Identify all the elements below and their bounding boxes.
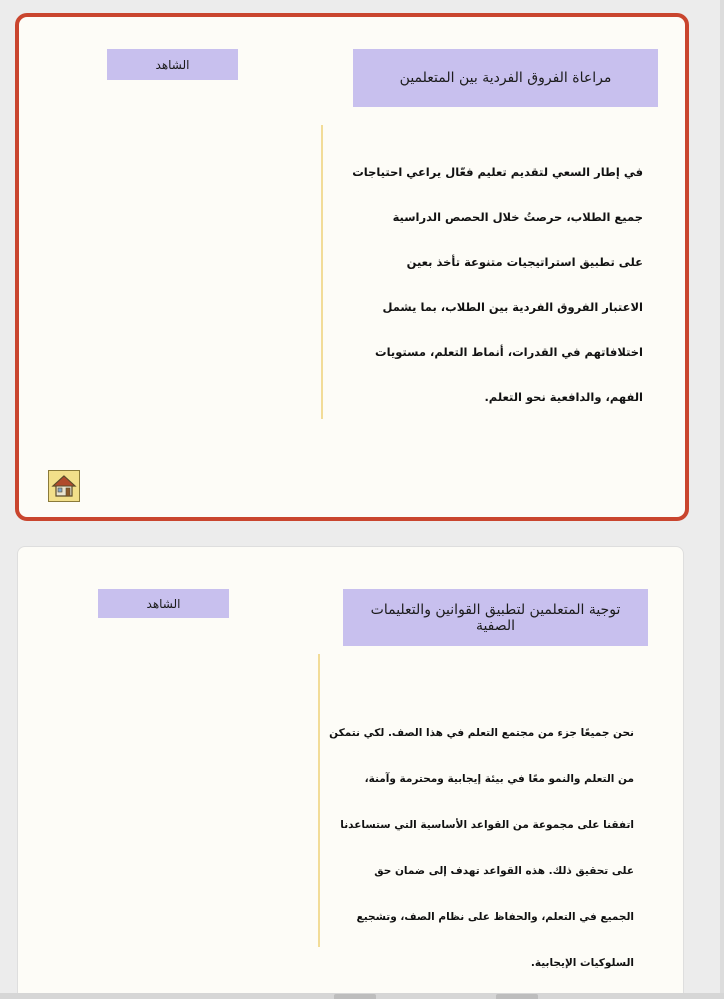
slide-1-body-line: في إطار السعي لتقديم تعليم فعّال يراعي احتياجات [352,165,643,179]
slide-2-body-line: السلوكيات الإيجابية. [530,957,634,969]
slide-2-body-line: من التعلم والنمو معًا في بيئة إيجابية ومحترمة وآمنة، [364,773,634,785]
vertical-scrollbar[interactable] [720,0,724,999]
bottom-tab-2[interactable] [496,994,538,999]
slide-1-body-line: اختلافاتهم في القدرات، أنماط التعلم، مستويات [375,345,643,359]
slide-2-divider [318,654,320,947]
slide-1-body-line: على تطبيق استراتيجيات متنوعة تأخذ بعين [406,255,643,269]
slide-1-title: مراعاة الفروق الفردية بين المتعلمين [353,49,658,107]
slide-1-body-line: الفهم، والدافعية نحو التعلم. [484,390,643,404]
slide-2-title: توجية المتعلمين لتطبيق القوانين والتعليمات الصفية [343,589,648,646]
slide-2-evidence-label: الشاهد [98,589,229,618]
slide-1-body-line: جميع الطلاب، حرصتُ خلال الحصص الدراسية [392,210,643,224]
slide-2-body-line: اتفقنا على مجموعة من القواعد الأساسية التي ستساعدنا [340,819,634,831]
slide-2-body-line: نحن جميعًا جزء من مجتمع التعلم في هذا الصف. لكي نتمكن [329,727,634,739]
bottom-toolbar [0,993,724,999]
slide-1-body-text [352,150,643,420]
home-icon [51,474,77,498]
slide-1[interactable] [15,13,689,521]
slide-2[interactable] [17,546,684,999]
slide-1-divider [321,125,323,419]
slide-1-body-line: الاعتبار الفروق الفردية بين الطلاب، بما يشمل [382,300,643,314]
slide-2-body-text [329,710,634,986]
home-button[interactable] [48,470,80,502]
slide-1-evidence-label: الشاهد [107,49,238,80]
slide-2-body-line: على تحقيق ذلك. هذه القواعد تهدف إلى ضمان حق [374,865,634,877]
bottom-tab-1[interactable] [334,994,376,999]
slide-2-body-line: الجميع في التعلم، والحفاظ على نظام الصف، وتشجيع [356,911,634,923]
